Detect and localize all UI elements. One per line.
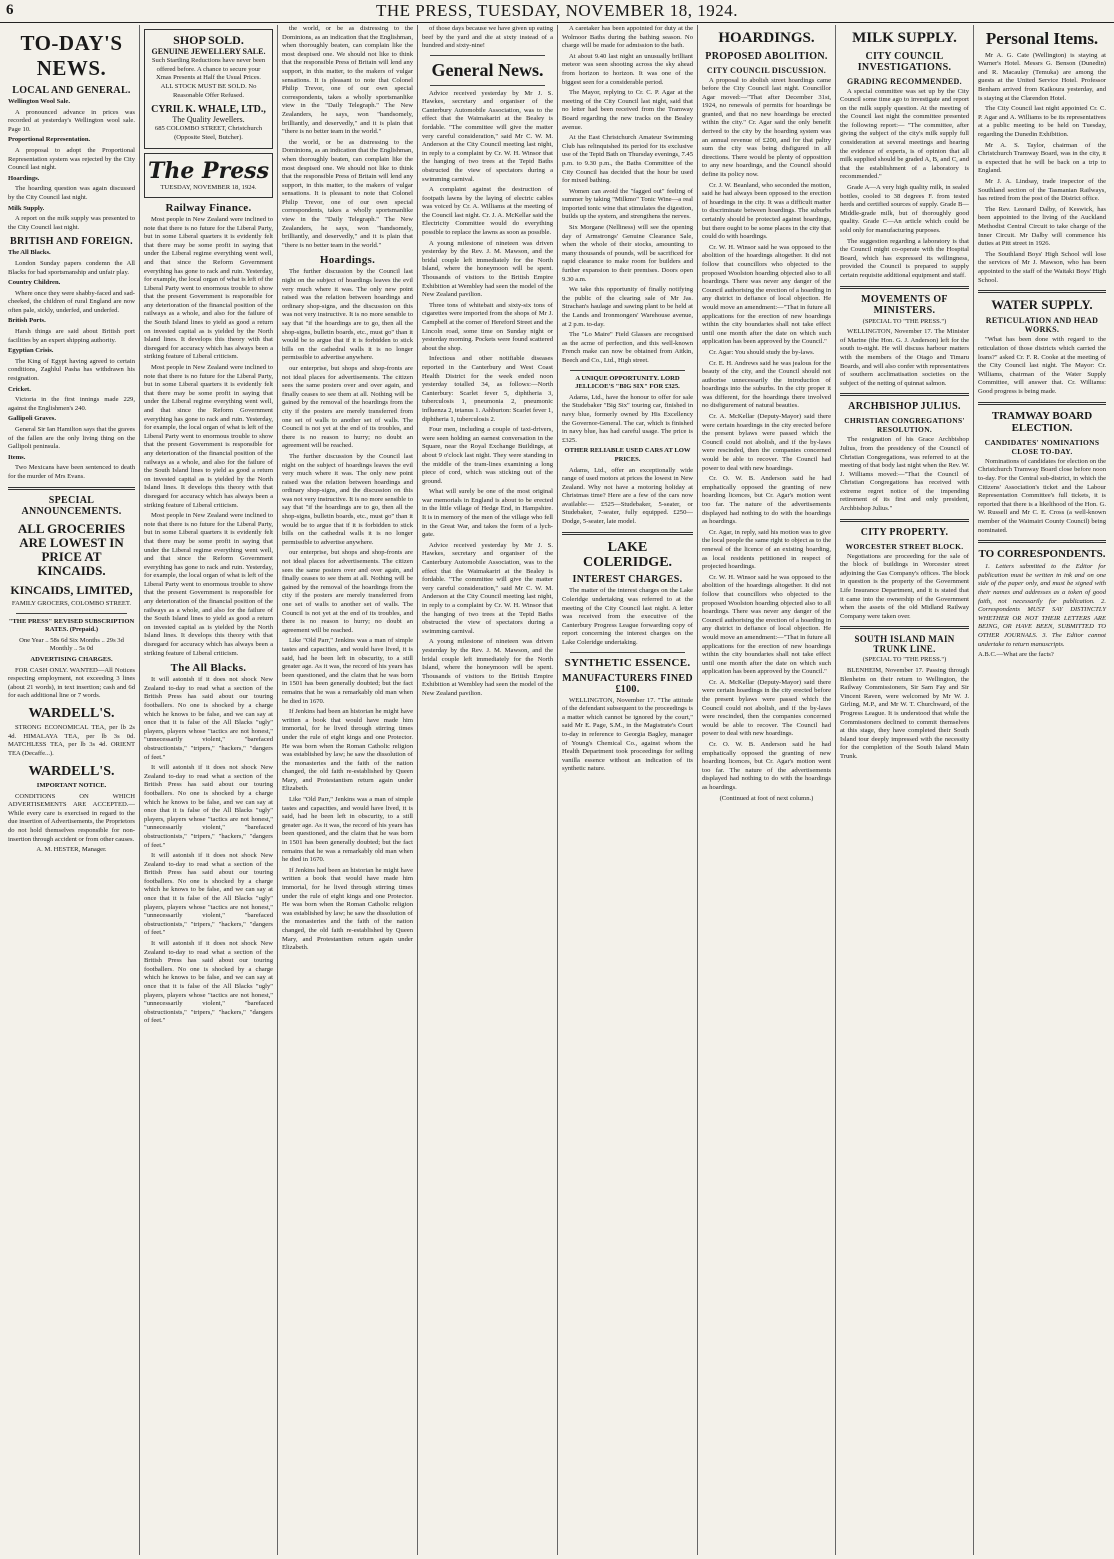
ministers-text: WELLINGTON, November 17. The Minister of Marine (the Hon. G. J. Anderson) left for the south to-night. He will discuss harbour matters with the members of the Otago and Timaru Boards, and will also confer with representatives of southern acclimatisation societies on the subject of the netting of quinnat salmon.	[840, 328, 969, 387]
column-2	[140, 25, 278, 1555]
column-3	[278, 25, 418, 1555]
jeweller-subtitle: The Quality Jewellers.	[172, 115, 245, 125]
item-text: Harsh things are said about British port facilities by an expert shipping authority.	[8, 328, 135, 344]
divider	[840, 626, 969, 629]
lake-coleridge-heading: LAKE COLERIDGE.	[582, 539, 673, 571]
item-heading: Gallipoli Graves.	[8, 415, 56, 423]
hoardings-heading: HOARDINGS.	[718, 30, 815, 46]
item-heading: Wellington Wool Sale.	[8, 98, 70, 105]
item-heading: Cricket.	[8, 385, 31, 393]
all-blacks-heading: The All Blacks.	[170, 662, 247, 675]
hoardings-text: Cr. O. W. B. Anderson said he had emphatically opposed the granting of new hoarding licences, but Cr. Agar's motion went too far. The nature of the advertisements displayed had nothing to do with the hoardings as hoardings.	[702, 475, 831, 526]
unique-opportunity-text: Adams, Ltd., have the honour to offer for sale the Studebaker "Big Six" touring car, finished in navy blue, formerly owned by His Excellency the Governor-General. The car, which is finished in navy blue, has had careful usage. The price is £325.	[562, 393, 693, 444]
unique-opportunity-heading: A UNIQUE OPPORTUNITY. LORD JELLICOE'S "BIG SIX" FOR £325.	[575, 374, 680, 391]
divider	[430, 85, 545, 86]
ministers-subheading: (SPECIAL TO "THE PRESS.")	[862, 317, 947, 325]
general-news-text: A young milestone of nineteen was driven yesterday by the Rev. J. M. Mawson, and the bridal couple left immediately for the North Island, where the honeymoon will be spent. Thousands of visitors to the British Empire Exhibition at Wembley had seen the model of the New Zealand pavilion.	[422, 239, 553, 299]
masthead	[0, 0, 1114, 23]
column-7	[836, 25, 974, 1555]
hoardings-editorial-text: The further discussion by the Council last night on the subject of hoardings leaves the evil very much where it was. The only new point raised was the relation between hoardings and ordinary shop-signs, and the discussion on this was not very instructive. It is no more sensible to say that "if the hoardings are to go, then all the shop-signs, bulletin boards, etc., must go" than it would be to argue that if it is forbidden to stick bills on the cathedral walls it is no longer permissible to advertise anywhere.	[282, 452, 413, 546]
tramway-subheading: CANDIDATES' NOMINATIONS CLOSE TO-DAY.	[984, 437, 1100, 456]
item-heading: British Ports.	[8, 317, 46, 325]
item-text: A proposal to adopt the Proportional Representation system was rejected by the City Council last night.	[8, 146, 135, 172]
shop-sold-text: Such Startling Reductions have never been offered before. A chance to secure your Xmas Presents at Half the Usual Prices. ALL STOCK MUST BE SOLD. No Reasonable Offer Refused.	[151, 57, 266, 99]
general-news-text: Advice received yesterday by Mr J. S. Hawkes, secretary and organiser of the Canterbury Automobile Association, was to the effect that the Waimakariri at the Bealey is fordable. "The committee will give the matter very careful consideration," said Mr C. W. M. Anderson at the City Council meeting last night, in reply to a complaint by Cr. W. H. Winsor that the hanging of two trees at the Tepid Baths obstructed the view of spectators during a swimming carnival.	[422, 541, 553, 635]
divider	[840, 393, 969, 396]
news-text: Six Morgane (Nelliness) will see the opening day of Armstrongs' Genuine Clearance Sale, when the whole of their stocks, amounting to many thousands of pounds, will be sacrificed for rapid clearance to make room for builders and further expansion to their premises. Doors open 9.30 a.m.	[562, 224, 693, 283]
item-text: Where once they were shabby-faced and sad-cheeked, the children of rural England are now often pale, sickly, underfed, and underfed.	[8, 289, 135, 314]
milk-supply-text: Grade A—A very high quality milk, in sealed bottles, cooled to 38 degrees F. from tested herds and certified sources of supply. Grade B—Middle-grade milk, but of thoroughly good quality. Grade C—An article which could be sold only for manufacturing purposes.	[840, 184, 969, 234]
city-property-text: Negotiations are proceeding for the sale of the block of buildings in Worcester street adjoining the Gas Company's offices. The block in question is the property of the Government Life Insurance Department, and it is stated that it came into the ownership of the Government when the assets of the old Midland Railway Company were taken over.	[840, 552, 969, 620]
special-announcements-heading: SPECIAL ANNOUNCEMENTS.	[21, 494, 122, 517]
personal-items-heading: Personal Items.	[985, 29, 1099, 48]
hoardings-text: Cr. Agar, in reply, said his motion was to give the local people the same right to object as to the renewal of the licence of an existing hoarding, as local residents petitioned in respect of projected hoardings.	[702, 528, 831, 571]
tramway-heading: TRAMWAY BOARD ELECTION.	[991, 409, 1093, 434]
water-supply-text: "What has been done with regard to the reticulation of those districts which carried the loans?" asked Cr. F. R. Cooke at the meeting of the City Council last night. The Mayor: Cr. Williams, chairman of the Water Supply Committee, will answer that. Cr. Williams: Good progress is being made.	[978, 336, 1106, 395]
item-text: The King of Egypt having agreed to certain conditions, Zaghlul Pasha has withdrawn his resignation.	[8, 357, 135, 383]
item-heading: Hoardings.	[8, 174, 40, 182]
water-supply-subheading: RETICULATION AND HEAD WORKS.	[985, 316, 1099, 335]
shop-sold-subtitle: GENUINE JEWELLERY SALE.	[151, 47, 266, 57]
milk-supply-text: The suggestion regarding a laboratory is that the Council might co-operate with the Hospital Board, which has expressed its willingness, provided the Council is prepared to supply certain requisite additional equipment and staff.	[840, 237, 969, 279]
ministers-heading: MOVEMENTS OF MINISTERS.	[861, 293, 948, 316]
general-news-text: Four men, including a couple of taxi-drivers, were seen holding an earnest conversation in the Square, near the Royal Exchange Buildings, at about 9 o'clock last night. They were standing in the middle of the tram-lines examining a long piece of cord, which was sticking out of the ground.	[422, 426, 553, 485]
milk-supply-heading: MILK SUPPLY.	[852, 30, 957, 46]
railway-finance-text: Most people in New Zealand were inclined to note that there is no future for the Liberal Party, but in some Liberal quarters it is evidently felt that there may be some profit in saying that under the Liberal regime everything went well, and that since the Reform Government everything has gone to rack and ruin. Yesterday, for example, the local organ of what is left of the Liberal Party went to enormous trouble to show that the present Government is responsible for any deterioration of the financial position of the railways as a whole, and also for the failure of the South Island lines to yield as good a return on invested capital as is yielded by the North Island lines. It develops this theory with that disregard for accuracy which has always been a striking feature of Liberal criticism.	[144, 364, 273, 509]
news-text: A caretaker has been appointed for duty at the Wolmoor Baths during the bathing season. No charge will be made for admission to the bath.	[562, 25, 693, 50]
hoardings-text: Cr. Agar: You should study the by-laws.	[709, 348, 815, 356]
hoardings-subheading-2: CITY COUNCIL DISCUSSION.	[706, 65, 827, 75]
editorial-text: the world, or be as distressing to the Dominions, as an indication that the Englishman, when thoroughly beaten, can complain like the most despised one. We should not like to think that the responsible Press of Britain will lend any support, in this matter, to the makers of vulgar sensations. It is pleasant to note that Colonel Philip Trevor, one of our own special correspondents, takes a wholly sportsmanlike view in the "Daily Telegraph." The New Zealanders, he says, won "handsomely, brilliantly, and deservedly," and it is plain that "there is no better team in the world."	[282, 25, 413, 136]
tramway-text: Nominations of candidates for election on the Christchurch Tramway Board close before noon to-day. For the Central sub-district, in which the Citizens' Association's ticket and the Labour Representation Committee's full tickets, it is reported that there is a likelihood of the Hon. G. W. Russell and Mr C. E. Cross (a well-known member of the Waimairi County Council) being nominated.	[978, 457, 1106, 534]
divider	[840, 286, 969, 289]
advertising-heading: ADVERTISING CHARGES.	[30, 655, 113, 663]
general-news-text: A young milestone of nineteen was driven yesterday by the Rev. J. M. Mawson, and the bridal couple left immediately for the North Island, where the honeymoon will be spent. Thousands of visitors to the British Empire Exhibition at Wembley had seen the model of the New Zealand pavilion.	[422, 638, 553, 697]
water-supply-heading: WATER SUPPLY.	[991, 297, 1093, 313]
general-news-text: Three tons of whitebait and sixty-six tons of cigarettes were imported from the shops of Mr J. Campbell at the corner of Hereford Street and the Lincoln road, some time on Sunday night or yesterday morning. Pockets were found scattered about the shop.	[422, 301, 553, 352]
item-text: A report on the milk supply was presented to the City Council last night.	[8, 215, 135, 231]
milk-supply-subheading-2: GRADING RECOMMENDED.	[847, 76, 962, 86]
jeweller-address: 685 COLOMBO STREET, Christchurch (Opposite Steel, Butcher).	[154, 125, 263, 141]
archbishop-subheading: CHRISTIAN CONGREGATIONS' RESOLUTION.	[844, 416, 965, 435]
main-trunk-subheading: (SPECIAL TO "THE PRESS.")	[862, 656, 947, 664]
wardells-text: STRONG ECONOMICAL TEA, per lb 2s 4d. HIMALAYA TEA, per lb 3s 0d. MATCHLESS TEA, per lb 3s 4d. ORIENT TEA (Decaffe...).	[8, 724, 135, 758]
manager-signature: A. M. HESTER, Manager.	[36, 846, 107, 854]
page-number: 6	[6, 2, 14, 18]
jenkins-text: If Jenkins had been an historian he might have written a book that would have made him immortal, for he lived through stirring times under the rule of eight kings and one Protector. He was born when the Roman Catholic religion was established by law; he saw the dissolution of the monasteries and the faith of the nation changed, the old faith re-established by Queen Mary, and Protestantism return again under Elizabeth.	[282, 866, 413, 952]
hoardings-editorial-text: our enterprise, but shops and shop-fronts are not ideal places for advertisements. The citizen sees the same posters over and over again, and finally ceases to see them at all. Nothing will be gained by the removal of the hoardings from the city if the posters are merely transferred from one set of walls to another set of walls. The Council is not yet at the end of its troubles, and there is no reason to hurry; no doubt an agreement will be reached.	[282, 364, 413, 450]
divider	[8, 487, 135, 490]
general-news-text: Advice received yesterday by Mr J. S. Hawkes, secretary and organiser of the Canterbury Automobile Association, was to the effect that the Waimakariri at the Bealey is fordable. "The committee will give the matter very careful consideration," said Mr C. W. M. Anderson at the City Council meeting last night, in reply to a complaint by Cr. W. H. Winsor that the hanging of two trees at the Tepid Baths obstructed the view of spectators during a swimming carnival.	[422, 89, 553, 183]
news-text: At the East Christchurch Amateur Swimming Club has relinquished its period for its exclusive use of the Tepid Bath on Thursday evenings, 7.45 p.m. to 9.30 p.m., the Baths Committee of the City Council has decided that the hour be used for mixed bathing.	[562, 134, 693, 185]
columns	[4, 25, 1110, 1555]
synthetic-essence-subheading: MANUFACTURERS FINED £100.	[562, 672, 693, 695]
used-cars-text: Adams, Ltd., offer an exceptionally wide range of used motors at prices the lowest in New Zealand. Why not have a motoring holiday at Christmas time? Here are a few of the cars now available:— £525—Studebaker, 5-seater, or Studebaker, 7-seater, fully equipped. £250—Dodge, 5-seater, late model.	[562, 466, 693, 526]
item-heading: The All Blacks.	[8, 249, 51, 257]
item-text: A pronounced advance in prices was recorded at yesterday's Wellington wool sale. Page 10.	[8, 108, 135, 133]
divider	[978, 402, 1106, 405]
personal-items-text: The Southland Boys' High School will lose the services of Mr J. Mawson, who has been appointed to the staff of the Waitaki Boys' High School.	[978, 250, 1106, 284]
all-blacks-text: It will astonish if it does not shock New Zealand to-day to read what a section of the British Press has said about our touring footballers. No one is shocked by a charge which he knows to be false, and we can say at once that it is false of the All Blacks "ugly" players, players whose "tactics are not honest," "unnecessarily violent," "barefaced obstructionists," "tripers," "hackers," "dangers of feet."	[144, 940, 273, 1025]
personal-items-text: Mr J. A. Lindsay, trade inspector of the Southland section of the Tasmanian Railways, has retired from the post of the District office.	[978, 178, 1106, 203]
masthead-title: THE PRESS, TUESDAY, NOVEMBER 18, 1924.	[375, 1, 739, 20]
jenkins-text: Like "Old Parr," Jenkins was a man of simple tastes and capacities, and would have lived, it is said, had he been left in obscurity, to a still greater age. As it was, the record of his years has been questioned, and the claim that he was born in 1501 has been generally doubted; but the fact remains that he was a remarkably old man when he died in 1670.	[282, 637, 413, 705]
lake-coleridge-text: The matter of the interest charges on the Lake Coleridge undertaking was referred to at the meeting of the City Council last night. A letter was received from the executive of the Canterbury Progress League forwarding copy of report concerning the interest charges on the Lake Coleridge undertaking.	[562, 587, 693, 646]
hoardings-text: Cr. W. H. Winsor said he was opposed to the abolition of the hoardings altogether. It did not follow that councillors who objected to the proposed Woolston hoarding objected also to all hoardings. There was never any danger of the Council authorising the erection of a hoarding in any district in defiance of local objection. He would move an amendment:—"That in future all applications for the erection of new hoardings within the city boundaries shall not take effect until one month after the date on which such application has been approved by the Council."	[702, 243, 831, 346]
hoardings-editorial-heading: Hoardings.	[319, 254, 376, 267]
item-text: General Sir Ian Hamilton says that the graves of the fallen are the only living thing on the Gallipoli peninsula.	[8, 426, 135, 451]
item-heading: Egyptian Crisis.	[8, 347, 54, 355]
synthetic-essence-text: WELLINGTON, November 17. "The attitude of the defendant subsequent to the proceedings is a matter which cannot be ignored by the court," said Mr E. Page, S.M., in the Magistrate's Court to-day in reference to Georgia Bagley, manager of Young's Chemical Co., against whom the Health Department took proceedings for selling vanilla essence without an indication of its synthetic nature.	[562, 696, 693, 773]
editorial-text: the world, or be as distressing to the Dominions, as an indication that the Englishman, when thoroughly beaten, can complain like the most despised one. We should not like to think that the responsible Press of Britain will lend any support, in this matter, to the makers of vulgar sensations. It is pleasant to note that Colonel Philip Trevor, one of our own special correspondents, takes a wholly sportsmanlike view in the "Daily Telegraph." The New Zealanders, he says, won "handsomely, brilliantly, and deservedly," and it is plain that "there is no better team in the world."	[282, 138, 413, 249]
todays-news-heading: TO-DAY'S NEWS.	[20, 31, 123, 80]
item-heading: Milk Supply.	[8, 204, 45, 212]
divider	[570, 370, 685, 371]
milk-supply-subheading: CITY COUNCIL INVESTIGATIONS.	[857, 50, 952, 73]
press-logo: The Press	[148, 158, 269, 185]
hoardings-text: Cr. W. H. Winsor said he was opposed to the abolition of the hoardings altogether. It did not follow that councillors who objected to the proposed Woolston hoarding objected also to all hoardings. There was never any danger of the Council authorising the erection of a hoarding in any district in defiance of local objection. He would move an amendment:—"That in future all applications for the erection of new hoardings within the city boundaries shall not take effect until one month after the date on which such application has been approved by the Council."	[702, 573, 831, 676]
hoardings-text: A proposal to abolish street hoardings came before the City Council last night. Councillor Agar moved:—"That after December 31st, 1924, no renewals of permits for hoardings be granted, and that no new hoardings be erected within the city." Cr. Agar said the only benefit derived to the city by the hoarding system was an annual revenue of £200, and for that paltry sum the city was being disfigured in all directions. There would be plenty of opposition to any new hoardings, and the Council should define its policy now.	[702, 76, 831, 179]
general-news-text: Infectious and other notifiable diseases reported in the Canterbury and West Coast Health District for the week ended noon yesterday totalled 34, as follows:—North Canterbury: Scarlet fever 5, diphtheria 3, tuberculosis 1, pneumonia 2, pneumonic influenza 2, tetanus 1. Ashburton: Scarlet fever 1, diphtheria 1, tuberculosis 2.	[422, 355, 553, 423]
rates-heading: "THE PRESS" REVISED SUBSCRIPTION RATES. (Prepaid.)	[8, 617, 135, 634]
british-foreign-subheading: BRITISH AND FOREIGN.	[10, 236, 133, 248]
personal-items-text: The Rev. Leonard Dalby, of Keswick, has been appointed to the living of the Auckland Methodist Central Circuit to take charge of the Inner Circuit. Mr Dalby will commence his duties at Pitt street in 1926.	[978, 205, 1106, 248]
column-4	[418, 25, 558, 1555]
synthetic-essence-heading: SYNTHETIC ESSENCE.	[564, 656, 691, 669]
all-blacks-text: It will astonish if it does not shock New Zealand to-day to read what a section of the British Press has said about our touring footballers. No one is shocked by a charge which he knows to be false, and we can say at once that it is false of the All Blacks "ugly" players, players whose "tactics are not honest," "unnecessarily violent," "barefaced obstructionists," "tripers," "hackers," "dangers of feet."	[144, 852, 273, 937]
divider	[430, 55, 545, 56]
rates-text: One Year .. 58s 6d Six Months .. 29s 3d Monthly .. 5s 0d	[19, 636, 124, 653]
hoardings-editorial-text: our enterprise, but shops and shop-fronts are not ideal places for advertisements. The citizen sees the same posters over and over again, and finally ceases to see them at all. Nothing will be gained by the removal of the hoardings from the city if the posters are merely transferred from one set of walls to another set of walls. The Council is not yet at the end of its troubles, and there is no reason to hurry; no doubt an agreement will be reached.	[282, 549, 413, 634]
notice-text: CONDITIONS ON WHICH ADVERTISEMENTS ARE ACCEPTED.—While every care is exercised in regard to the due insertion of Advertisements, the Proprietors do not hold themselves responsible for non-insertion through accident or from other causes.	[8, 792, 135, 843]
jeweller-name: CYRIL K. WHALE, LTD.,	[151, 104, 266, 116]
lake-coleridge-subheading: INTEREST CHARGES.	[572, 574, 683, 586]
railway-finance-heading: Railway Finance.	[165, 201, 252, 214]
personal-items-text: Mr A. G. Cate (Wellington) is staying at Warner's Hotel. Messrs G. Benson (Dunedin) and R. Macaulay (Temuka) are among the guests at the United Service Hotel. Professor Benham arrived from Kaikoura yesterday, and is staying at the Clarendon Hotel.	[978, 51, 1106, 102]
personal-items-text: Mr A. S. Taylor, chairman of the Christchurch Tramway Board, was in the city, it is expected that he will be back on a trip to England.	[978, 141, 1106, 175]
hoardings-text: Cr. J. W. Beanland, who seconded the motion, said he had always been opposed to the erection of hoardings in the city. It was a difficult matter to discriminate between hoardings. The suburbs certainly should be protected against hoardings, but there ought to be some places in the city that could do with hoardings.	[702, 181, 831, 241]
hoardings-text: Cr. E. H. Andrews said he was jealous for the beauty of the city, and the Council should not authorise unnecessarily the introduction of hoardings into the suburbs. In the city proper it was different, for the hoardings there involved no disfigurement of natural beauties.	[702, 359, 831, 410]
column-6	[698, 25, 836, 1555]
groceries-ad-heading: ALL GROCERIES ARE LOWEST IN PRICE AT KINCAIDS.	[17, 520, 126, 579]
wardells-heading: WARDELL'S.	[28, 705, 115, 721]
column-5	[558, 25, 698, 1555]
news-text: We take this opportunity of finally notifying the public of the clearing sale of Mr Jas. Strachan's haulage and sawing plant to be held at the Lands and Ironmongers' Warehouse avenue, at 2 p.m. to-day.	[562, 286, 693, 328]
item-heading: Proportional Representation.	[8, 136, 91, 144]
article-text: of those days because we have given up eating beef by the yard and die at sixty instead of a hundred and sixty-nine!	[422, 25, 553, 50]
correspondents-text: 1. Letters submitted to the Editor for publication must be written in ink and on one side of the paper only, and must be signed with their names and addresses as a token of good faith, not necessarily for publication. 2. Correspondents MUST SAY DISTINCTLY WHETHER OR NOT THEIR LETTERS ARE BEING, OR HAVE BEEN, SUBMITTED TO OTHER JOURNALS. 3. The Editor cannot undertake to return manuscripts.	[978, 563, 1106, 648]
wardells-heading-2: WARDELL'S.	[28, 763, 115, 779]
city-property-heading: CITY PROPERTY.	[860, 526, 949, 538]
city-property-subheading: WORCESTER STREET BLOCK.	[845, 541, 964, 551]
milk-supply-text: A special committee was set up by the City Council some time ago to investigate and report on the milk supply question. At the meeting of the Council last night the committee presented the following report:— "The committee, after giving the subject of the city's milk supply full consideration at several meetings and hearing the evidence of experts, is of opinion that all milk supplied should be graded A, B, and C, and that the establishment of a laboratory is recommended."	[840, 87, 969, 181]
press-masthead-box	[144, 153, 273, 198]
hoardings-text: Cr. A. McKellar (Deputy-Mayor) said there were certain hoardings in the city erected before the present bylaws were passed which the Council could not abolish, and if the by-laws were rescinded, then the companies concerned would be able to recover. The Council had power to deal with new hoardings.	[702, 678, 831, 738]
local-general-subheading: LOCAL AND GENERAL.	[12, 85, 131, 96]
general-news-text: A complaint against the destruction of footpath lawns by the laying of electric cables was voiced by Cr. A. Williams at the meeting of the Council last night. Cr. J. A. McKellar said the Electricity Committee would do everything possible to replace the lawns as soon as possible.	[422, 186, 553, 237]
used-cars-heading: OTHER RELIABLE USED CARS AT LOW PRICES.	[564, 447, 691, 463]
news-text: The "Lo Maire" Field Glasses are recognised as the acme of perfection, and this well-known French make can now be obtained from Aitkin, Beech and Co., Ltd., High street.	[562, 331, 693, 364]
shop-sold-title: SHOP SOLD.	[173, 33, 244, 47]
railway-finance-text: Most people in New Zealand were inclined to note that there is no future for the Liberal Party, but in some Liberal quarters it is evidently felt that there may be some profit in saying that under the Liberal regime everything went well, and that since the Reform Government everything has gone to rack and ruin. Yesterday, for example, the local organ of what is left of the Liberal Party went to enormous trouble to show that the present Government is responsible for any deterioration of the financial position of the railways as a whole, and also for the failure of the South Island lines to yield as good a return on invested capital as is yielded by the North Island lines. It develops this theory with that disregard for accuracy which has always been a striking feature of Liberal criticism.	[144, 215, 273, 361]
news-text: At about 9.40 last night an unusually brilliant meteor was seen shooting across the sky ahead from horizon to horizon. It was one of the biggest seen for a considerable period.	[562, 52, 693, 86]
hoardings-text: Cr. A. McKellar (Deputy-Mayor) said there were certain hoardings in the city erected before the present bylaws were passed which the Council could not abolish, and if the by-laws were rescinded, then the companies concerned would be able to recover. The Council had power to deal with new hoardings.	[702, 413, 831, 472]
column-1	[4, 25, 140, 1555]
correspondents-footer: A.B.C.—What are the facts?	[978, 651, 1054, 659]
divider	[978, 290, 1106, 293]
item-text: London Sunday papers condemn the All Blacks for bad sportsmanship and unfair play.	[8, 259, 135, 276]
jenkins-text: Like "Old Parr," Jenkins was a man of simple tastes and capacities, and would have lived, it is said, had he been left in obscurity, to a still greater age. As it was, the record of his years has been questioned, and the claim that he was born in 1501 has been generally doubted; but the fact remains that he was a remarkably old man when he died in 1670.	[282, 796, 413, 864]
continued-note: (Continued at foot of next column.)	[719, 794, 814, 802]
divider	[16, 613, 127, 614]
personal-items-text: The City Council last night appointed Cr. C. P. Agar and A. Williams to be its representatives at a public meeting to be held on Tuesday, regarding the Dunedin Exhibition.	[978, 105, 1106, 139]
shop-sold-ad	[144, 29, 273, 149]
railway-finance-text: Most people in New Zealand were inclined to note that there is no future for the Liberal Party, but in some Liberal quarters it is evidently felt that there may be some profit in saying that under the Liberal regime everything went well, and that since the Reform Government everything has gone to rack and ruin. Yesterday, for example, the local organ of what is left of the Liberal Party went to enormous trouble to show that the present Government is responsible for any deterioration of the financial position of the railways as a whole, and also for the failure of the South Island lines to yield as good a return on invested capital as is yielded by the North Island lines. It develops this theory with that disregard for accuracy which has always been a striking feature of Liberal criticism.	[144, 512, 273, 657]
all-blacks-text: It will astonish if it does not shock New Zealand to-day to read what a section of the British Press has said about our touring footballers. No one is shocked by a charge which he knows to be false, and we can say at once that it is false of the All Blacks "ugly" players, players whose "tactics are not honest," "unnecessarily violent," "barefaced obstructionists," "tripers," "hackers," "dangers of feet."	[144, 764, 273, 849]
news-text: The Mayor, replying to Cr. C. P. Agar at the meeting of the City Council last night, said that no letter had been received from the Tramway Board regarding the new tracks on the Bealey avenue.	[562, 89, 693, 131]
general-news-text: What will surely be one of the most original war memorials in England is about to be erected in the little village of Hedge End, in Hampshire. It is in memory of the men of the village who fell in the Great War, and takes the form of a lych-gate.	[422, 488, 553, 539]
press-date: TUESDAY, NOVEMBER 18, 1924.	[160, 184, 257, 192]
item-heading: Country Children.	[8, 279, 61, 287]
jenkins-text: If Jenkins had been an historian he might have written a book that would have made him immortal, for he lived through stirring times under the rule of eight kings and one Protector. He was born when the Roman Catholic religion was established by law; he saw the dissolution of the monasteries and the faith of the nation changed, the old faith re-established by Queen Mary, and Protestantism return again under Elizabeth.	[282, 708, 413, 793]
news-text: Women can avoid the "fagged out" feeling of summer by taking "Milkmo" Tonic Wine—a real imported tonic wine that stimulates the digestion, builds up the system, and strengthens the nerves.	[562, 187, 693, 221]
item-text: Two Mexicans have been sentenced to death for the murder of Mrs Evans.	[8, 464, 135, 480]
divider	[570, 652, 685, 653]
main-trunk-text: BLENHEIM, November 17. Passing through Blenheim on their return to Wellington, the Railway Commissioners, Sir Sam Fay and Sir Vincent Raven, were welcomed by Mr W. J. Girling, M.P., and Mr W. T. Churchward, of the Progress League. It is understood that while the Commissioners declined to commit themselves at this stage, they have completed their South Island tour deeply impressed with the necessity for the completion of the South Island Main Trunk.	[840, 667, 969, 760]
kincaids-heading: KINCAIDS, LIMITED,	[10, 582, 133, 597]
divider	[840, 519, 969, 522]
kincaids-address: FAMILY GROCERS, COLOMBO STREET.	[11, 599, 132, 607]
notice-heading: IMPORTANT NOTICE.	[36, 782, 107, 790]
divider	[978, 540, 1106, 543]
column-8	[974, 25, 1110, 1555]
item-text: Victoria in the first innings made 229, against the Englishmen's 240.	[8, 396, 135, 412]
main-trunk-heading: SOUTH ISLAND MAIN TRUNK LINE.	[854, 634, 955, 655]
item-heading: Items.	[8, 453, 26, 461]
all-blacks-text: It will astonish if it does not shock New Zealand to-day to read what a section of the British Press has said about our touring footballers. No one is shocked by a charge which he knows to be false, and we can say at once that it is false of the All Blacks "ugly" players, players whose "tactics are not honest," "unnecessarily violent," "barefaced obstructionists," "tripers," "hackers," "dangers of feet."	[144, 676, 273, 761]
hoardings-subheading: PROPOSED ABOLITION.	[705, 50, 828, 62]
hoardings-text: Cr. O. W. B. Anderson said he had emphatically opposed the granting of new hoarding licences, but Cr. Agar's motion went too far. The nature of the advertisements displayed had nothing to do with the hoardings as hoardings.	[702, 741, 831, 791]
archbishop-heading: ARCHBISHOP JULIUS.	[848, 401, 961, 413]
archbishop-text: The resignation of his Grace Archbishop Julius, from the presidency of the Council of Christian Congregations, was referred to at the meeting of that body last night when the Rev. W. J. Williams moved:—"That the Council of Christian Congregations has received with extreme regret notice of the impending retirement of its first and only president, Archbishop Julius."	[840, 436, 969, 513]
general-news-heading: General News.	[431, 59, 544, 80]
hoardings-editorial-text: The further discussion by the Council last night on the subject of hoardings leaves the evil very much where it was. The only new point raised was the relation between hoardings and ordinary shop-signs, and the discussion on this was not very instructive. It is no more sensible to say that "if the hoardings are to go, then all the shop-signs, bulletin boards, etc., must go" than it would be to argue that if it is forbidden to stick bills on the cathedral walls it is no longer permissible to advertise anywhere.	[282, 268, 413, 362]
divider	[562, 532, 693, 535]
correspondents-heading: TO CORRESPONDENTS.	[978, 548, 1106, 561]
item-text: The hoarding question was again discussed by the City Council last night.	[8, 185, 135, 201]
advertising-text: FOR CASH ONLY. WANTED—All Notices respecting employment, not exceeding 3 lines (about 21 words), in text insertion; cash and 6d for each additional line or 7 words.	[8, 666, 135, 700]
